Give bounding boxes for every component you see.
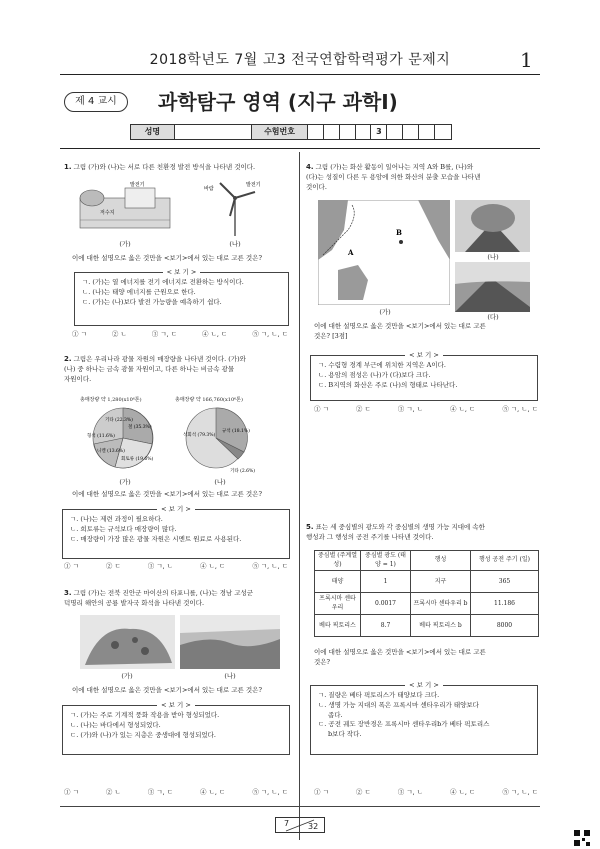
qr-code-icon — [574, 830, 590, 846]
q1-choice-5[interactable]: ⑤ ㄱ, ㄴ, ㄷ — [252, 330, 288, 338]
footer-page-current: 7 — [284, 819, 290, 828]
q5-box — [310, 681, 538, 755]
q1-choice-1[interactable]: ① ㄱ — [72, 330, 87, 338]
q5-table-cell: 8.7 — [361, 615, 411, 637]
q3-choices — [64, 788, 288, 797]
q2-pie-b-s1: 석회석 (79.3%) — [183, 433, 216, 438]
q2-pie-b — [178, 404, 263, 476]
q4-item: ㄱ. 수렴형 경계 부근에 위치한 지역은 A이다. — [318, 361, 446, 369]
q2-text-3: 자원이다. — [64, 374, 92, 383]
q4-choice-4[interactable]: ④ ㄴ, ㄷ — [450, 405, 476, 413]
q5-table-cell: 0.0017 — [361, 593, 411, 615]
q5-text-1: 표는 세 중심별의 광도와 각 중심별의 생명 가능 지대에 속한 — [315, 523, 485, 531]
q1-box-title: < 보 기 > — [163, 268, 201, 276]
q2-number: 2. — [64, 355, 72, 363]
q5-table-cell: 태양 — [315, 571, 361, 593]
q5-stem — [306, 522, 540, 543]
q3-ask: 이에 대한 설명으로 옳은 것만을 <보기>에서 있는 대로 고른 것은? — [72, 686, 262, 694]
q3-stem — [64, 588, 292, 609]
q3-photo-b — [180, 615, 280, 669]
q1-fig-label-wind: 바람 — [204, 186, 214, 192]
q2-box-title: < 보 기 > — [157, 505, 195, 513]
exam-title: 2018학년도 7월 고3 전국연합학력평가 문제지 — [149, 52, 451, 68]
q3-item: ㄷ. (가)와 (나)가 있는 지층은 중생대에 형성되었다. — [70, 730, 216, 739]
q2-box — [62, 505, 290, 559]
header-bottom-rule — [60, 148, 540, 149]
q1-fig-label-tank: 저수지 — [100, 210, 115, 216]
q3-text-1: 그림 (가)는 전북 진안군 마이산의 타포니를, (나)는 경남 고성군 — [73, 589, 254, 597]
q5-item: ㄴ. 생명 가능 지대의 폭은 프록시마 센타우리가 태양보다 — [318, 700, 479, 709]
q5-table-cell: 베타 픽토리스 b — [411, 615, 471, 637]
q5-item: ㄱ. 질량은 베타 픽토리스가 태양보다 크다. — [318, 691, 440, 699]
q3-item: ㄱ. (가)는 주로 기계적 풍화 작용을 받아 형성되었다. — [70, 711, 220, 719]
q2-pie-b-total: 총매장량 약 166,760(x10⁶톤) — [175, 397, 243, 403]
q4-label-b: B — [396, 228, 402, 237]
q5-table-cell: 베타 픽토리스 — [315, 615, 361, 637]
q2-pie-a — [85, 404, 165, 474]
q1-box — [74, 268, 289, 326]
q2-pie-a-s2: 철 (35.3%) — [128, 425, 152, 430]
q3-item: ㄴ. (나)는 바다에서 형성되었다. — [70, 720, 161, 729]
q3-choice-2[interactable]: ② ㄴ — [105, 788, 121, 796]
q1-figure-b — [200, 178, 270, 238]
exam-no-cell[interactable] — [387, 125, 403, 139]
q3-text-2: 덕명리 해안의 공룡 발자국 화석을 나타낸 것이다. — [64, 598, 205, 607]
q4-text-2: (다)는 성질이 다른 두 용암에 의한 화산의 분출 모습을 나타낸 — [306, 172, 481, 181]
q4-choice-1[interactable]: ① ㄱ — [314, 405, 329, 413]
exam-no-cell[interactable] — [324, 125, 340, 139]
q5-text-2: 행성과 그 행성의 공전 주기를 나타낸 것이다. — [306, 532, 434, 541]
q5-table-cell: 프록시마 센타우리 b — [411, 593, 471, 615]
q5-item-cont: b보다 작다. — [328, 730, 362, 738]
q2-text-1: 그림은 우리나라 광물 자원의 매장량을 나타낸 것이다. (가)와 — [73, 355, 246, 363]
q4-caption-da: (다) — [487, 313, 499, 321]
q5-choice-2[interactable]: ② ㄷ — [355, 788, 371, 796]
page-number: 1 — [520, 48, 533, 72]
q5-table-cell: 지구 — [411, 571, 471, 593]
q2-pie-b-s3: 기타 (2.6%) — [230, 469, 256, 474]
q4-text-3: 것이다. — [306, 182, 327, 191]
q5-choices — [314, 788, 538, 797]
exam-no-cell[interactable] — [435, 125, 451, 139]
q4-stem — [306, 162, 540, 192]
q2-choices — [64, 562, 288, 571]
exam-no-cell[interactable] — [356, 125, 372, 139]
q3-choice-5[interactable]: ⑤ ㄱ, ㄴ, ㄷ — [252, 788, 288, 796]
q4-item: ㄴ. 용암의 점성은 (나)가 (다)보다 크다. — [318, 370, 431, 379]
exam-no-label: 수험번호 — [252, 125, 308, 139]
q5-table-header: 중심별 광도 (태양 = 1) — [361, 551, 411, 571]
q5-item-cont: 좁다. — [328, 710, 343, 719]
q2-caption-b: (나) — [214, 478, 226, 486]
q2-pie-a-s3: 형석 (11.6%) — [87, 434, 115, 439]
q5-item: ㄷ. 공전 궤도 장반경은 프록시마 센타우리b가 베타 픽토리스 — [318, 720, 490, 729]
q5-ask — [314, 648, 542, 668]
q1-figure-a — [70, 178, 180, 238]
q1-number: 1. — [64, 163, 72, 171]
q4-choice-2[interactable]: ② ㄷ — [355, 405, 371, 413]
q4-choices — [314, 405, 538, 414]
q5-choice-3[interactable]: ③ ㄱ, ㄴ — [397, 788, 424, 796]
q3-caption-b: (나) — [224, 672, 236, 680]
name-label: 성명 — [131, 125, 175, 139]
q4-box — [310, 351, 538, 401]
q5-ask-2: 것은? — [314, 657, 331, 666]
q2-choice-3[interactable]: ③ ㄱ, ㄴ — [147, 562, 174, 570]
q2-pie-a-total: 총매장량 약 1,280(x10⁶톤) — [80, 397, 142, 403]
subject-title: 과학탐구 영역 (지구 과학Ⅰ) — [158, 90, 398, 114]
q4-item: ㄷ. B지역의 화산은 주로 (나)의 형태로 나타난다. — [318, 380, 458, 389]
q3-photo-a — [80, 615, 175, 669]
q3-box — [62, 701, 290, 755]
q1-choice-3[interactable]: ③ ㄱ, ㄷ — [151, 330, 178, 338]
q1-stem — [64, 162, 292, 173]
q4-photo-na — [455, 200, 530, 252]
q5-table-cell: 365 — [471, 571, 539, 593]
q5-choice-5[interactable]: ⑤ ㄱ, ㄴ, ㄷ — [502, 788, 538, 796]
q1-caption-b: (나) — [229, 240, 241, 248]
q5-table-header: 행성 공전 주기 (일) — [471, 551, 539, 571]
q1-fig-label-gen2: 발전기 — [246, 182, 261, 188]
q4-caption-ga: (가) — [379, 308, 391, 316]
q4-ask-1: 이에 대한 설명으로 옳은 것만을 <보기>에서 있는 대로 고른 — [314, 322, 486, 330]
column-divider — [299, 152, 300, 840]
footer-page-box — [275, 817, 325, 833]
q5-table-cell: 프록시마 센타우리 — [315, 593, 361, 615]
q1-caption-a: (가) — [119, 240, 131, 248]
footer-rule — [60, 806, 540, 807]
q3-number: 3. — [64, 589, 72, 597]
q5-table — [314, 550, 539, 637]
q2-pie-b-s2: 규석 (18.1%) — [222, 429, 250, 434]
q2-caption-a: (가) — [119, 478, 131, 486]
q2-ask: 이에 대한 설명으로 옳은 것만을 <보기>에서 있는 대로 고른 것은? — [72, 490, 262, 498]
q2-item: ㄷ. 매장량이 가장 많은 광물 자원은 시멘트 원료로 사용된다. — [70, 534, 242, 543]
q2-pie-a-s4: 니켈 (13.6%) — [97, 449, 125, 454]
period-badge: 제 4 교시 — [64, 92, 128, 112]
q3-choice-1[interactable]: ① ㄱ — [64, 788, 79, 796]
q5-table-header: 행성 — [411, 551, 471, 571]
q2-choice-5[interactable]: ⑤ ㄱ, ㄴ, ㄷ — [252, 562, 288, 570]
q1-choice-2[interactable]: ② ㄴ — [111, 330, 127, 338]
q1-item: ㄴ. (나)는 태양 에너지를 근원으로 한다. — [82, 287, 196, 296]
header-rule — [60, 74, 540, 75]
name-field[interactable] — [175, 125, 253, 139]
q5-table-cell: 1 — [361, 571, 411, 593]
q4-caption-na: (나) — [487, 253, 499, 261]
exam-no-digit: 3 — [371, 125, 387, 139]
q2-choice-4[interactable]: ④ ㄴ, ㄷ — [200, 562, 226, 570]
q5-table-cell: 8000 — [471, 615, 539, 637]
q2-item: ㄱ. (나)는 제련 과정이 필요하다. — [70, 515, 163, 523]
q1-item: ㄷ. (가)는 (나)보다 발전 가능량을 예측하기 쉽다. — [82, 297, 222, 306]
q5-table-header: 중심별 (주계열성) — [315, 551, 361, 571]
q5-number: 5. — [306, 523, 314, 531]
q2-text-2: (나) 중 하나는 금속 광물 자원이고, 다른 하나는 비금속 광물 — [64, 364, 235, 373]
exam-no-cell[interactable] — [403, 125, 419, 139]
exam-no-cell[interactable] — [419, 125, 435, 139]
q5-box-title: < 보 기 > — [405, 681, 443, 689]
q1-choices — [72, 330, 288, 339]
q3-choice-4[interactable]: ④ ㄴ, ㄷ — [200, 788, 226, 796]
q2-choice-2[interactable]: ② ㄷ — [105, 562, 121, 570]
q4-choice-5[interactable]: ⑤ ㄱ, ㄴ, ㄷ — [502, 405, 538, 413]
q2-choice-1[interactable]: ① ㄱ — [64, 562, 79, 570]
q4-text-1: 그림 (가)는 화산 활동이 일어나는 지역 A와 B를, (나)와 — [315, 163, 474, 171]
q4-map — [318, 200, 450, 305]
q3-choice-3[interactable]: ③ ㄱ, ㄷ — [147, 788, 174, 796]
exam-no-cell[interactable] — [308, 125, 324, 139]
q5-ask-1: 이에 대한 설명으로 옳은 것만을 <보기>에서 있는 대로 고른 — [314, 648, 486, 656]
q4-choice-3[interactable]: ③ ㄱ, ㄴ — [397, 405, 424, 413]
q1-item: ㄱ. (가)는 열 에너지를 전기 에너지로 전환하는 방식이다. — [82, 278, 244, 286]
q2-pie-a-s5: 회토류 (19.6%) — [121, 457, 154, 462]
q1-ask: 이에 대한 설명으로 옳은 것만을 <보기>에서 있는 대로 고른 것은? — [72, 254, 262, 262]
q4-photo-da — [455, 262, 530, 312]
q5-choice-4[interactable]: ④ ㄴ, ㄷ — [450, 788, 476, 796]
q4-ask-2: 것은? [3점] — [314, 331, 348, 340]
q1-text: 그림 (가)와 (나)는 서로 다른 친환경 발전 방식을 나타낸 것이다. — [73, 163, 256, 171]
q1-fig-label-gen: 발전기 — [130, 182, 145, 188]
q2-pie-a-s1: 기타 (22.3%) — [105, 418, 133, 423]
name-box — [130, 124, 452, 140]
q3-caption-a: (가) — [121, 672, 133, 680]
q2-stem — [64, 354, 292, 384]
q4-number: 4. — [306, 163, 314, 171]
footer-page-total: 32 — [308, 822, 319, 831]
q5-table-cell: 11.186 — [471, 593, 539, 615]
q5-choice-1[interactable]: ① ㄱ — [314, 788, 329, 796]
q4-label-a: A — [348, 248, 354, 257]
q2-item: ㄴ. 희토류는 규석보다 매장량이 많다. — [70, 524, 177, 533]
q1-choice-4[interactable]: ④ ㄴ, ㄷ — [202, 330, 228, 338]
q4-ask — [314, 322, 542, 342]
exam-no-cell[interactable] — [340, 125, 356, 139]
q4-box-title: < 보 기 > — [405, 351, 443, 359]
q3-box-title: < 보 기 > — [157, 701, 195, 709]
